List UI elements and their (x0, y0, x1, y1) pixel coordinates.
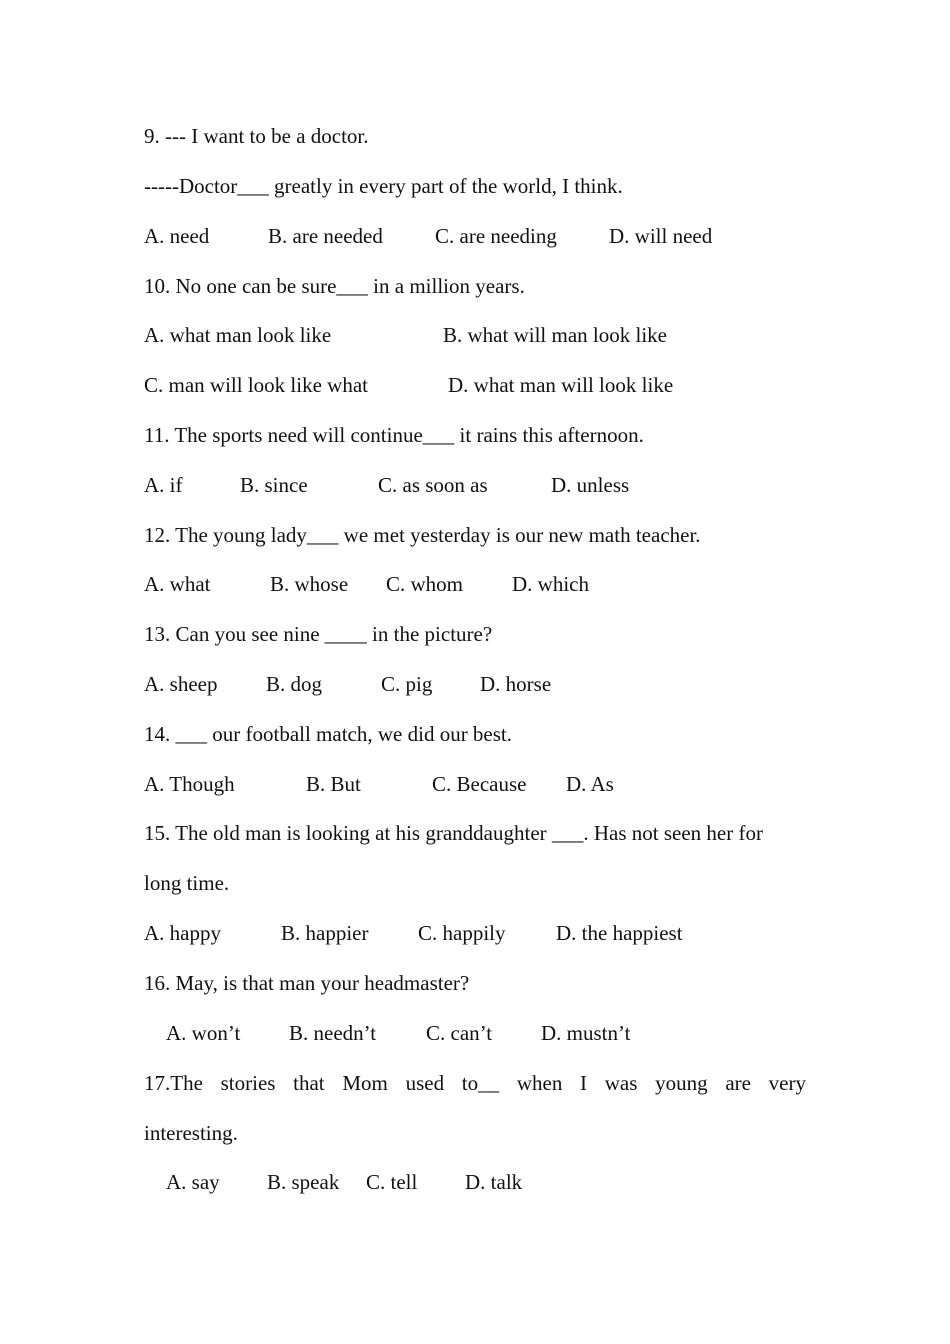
option-c: C. man will look like what (144, 373, 368, 397)
option-a: A. say (166, 1170, 220, 1194)
question-10-stem: 10. No one can be sure___ in a million years. (144, 274, 525, 298)
option-b: B. speak (267, 1170, 340, 1194)
option-b: B. what will man look like (443, 323, 667, 347)
option-a: A. if (144, 473, 183, 497)
option-c: C. happily (418, 921, 506, 945)
question-15-stem: 15. The old man is looking at his granddaughter ___. Has not seen her for (144, 821, 763, 845)
option-a: A. won’t (166, 1021, 241, 1045)
question-11-stem: 11. The sports need will continue___ it rains this afternoon. (144, 423, 644, 447)
option-d: D. will need (609, 224, 713, 248)
option-a: A. happy (144, 921, 221, 945)
option-d: D. which (512, 572, 589, 596)
option-b: B. But (306, 772, 361, 796)
question-16-stem: 16. May, is that man your headmaster? (144, 971, 470, 995)
option-d: D. talk (465, 1170, 523, 1194)
question-9-stem-reply: -----Doctor___ greatly in every part of the world, I think. (144, 174, 623, 198)
option-c: C. as soon as (378, 473, 488, 497)
option-b: B. whose (270, 572, 349, 596)
option-b: B. are needed (268, 224, 383, 248)
question-17-stem: 17.The stories that Mom used to__ when I was young are very (144, 1071, 806, 1095)
option-c: C. Because (432, 772, 527, 796)
option-b: B. since (240, 473, 308, 497)
option-b: B. dog (266, 672, 323, 696)
option-d: D. what man will look like (448, 373, 674, 397)
question-17-stem-continued: interesting. (144, 1121, 238, 1145)
option-c: C. can’t (426, 1021, 493, 1045)
question-9-stem: 9. --- I want to be a doctor. (144, 124, 369, 148)
question-14-stem: 14. ___ our football match, we did our best. (144, 722, 513, 746)
option-d: D. As (566, 772, 614, 796)
option-d: D. horse (480, 672, 552, 696)
option-d: D. mustn’t (541, 1021, 631, 1045)
question-13-stem: 13. Can you see nine ____ in the picture? (144, 622, 493, 646)
option-a: A. Though (144, 772, 235, 796)
option-c: C. whom (386, 572, 464, 596)
question-12-stem: 12. The young lady___ we met yesterday is our new math teacher. (144, 523, 701, 547)
option-a: A. need (144, 224, 210, 248)
option-d: D. the happiest (556, 921, 683, 945)
option-b: B. happier (281, 921, 369, 945)
option-a: A. what man look like (144, 323, 332, 347)
option-b: B. needn’t (289, 1021, 377, 1045)
option-c: C. pig (381, 672, 433, 696)
option-c: C. are needing (435, 224, 557, 248)
option-c: C. tell (366, 1170, 418, 1194)
option-a: A. sheep (144, 672, 218, 696)
option-a: A. what (144, 572, 211, 596)
question-15-stem-continued: long time. (144, 871, 230, 895)
option-d: D. unless (551, 473, 630, 497)
